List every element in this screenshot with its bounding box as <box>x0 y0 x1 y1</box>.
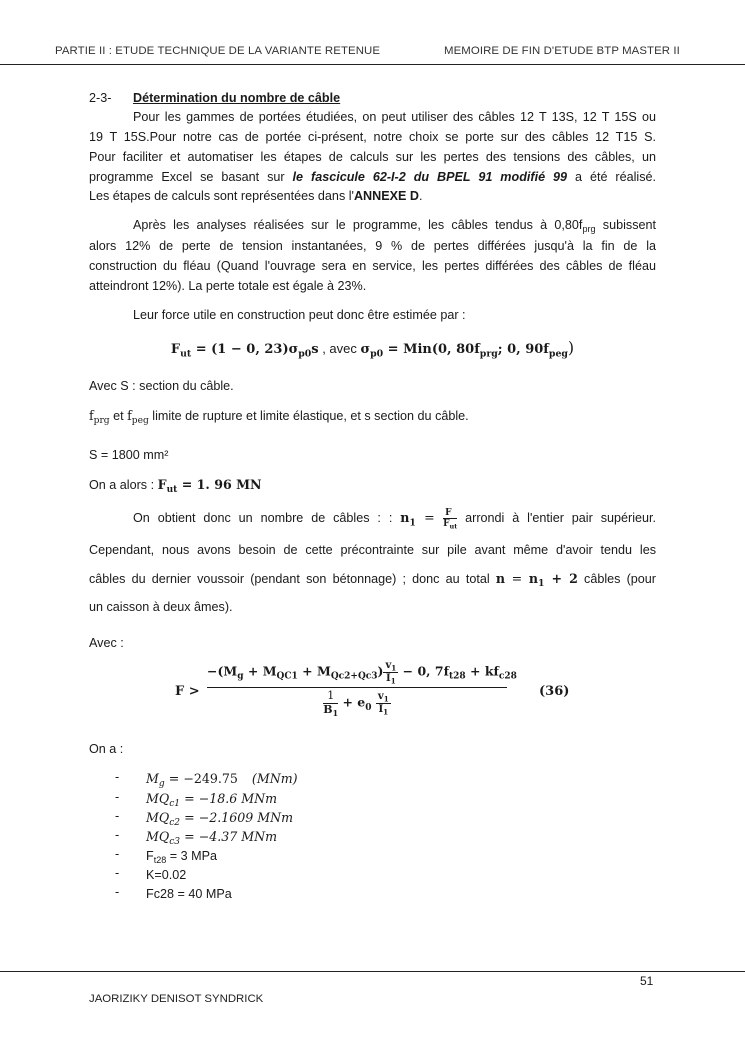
eq36-b: B <box>323 702 333 716</box>
list-unit: (MNm) <box>251 771 298 786</box>
on-a-alors-text: On a alors : <box>89 478 155 492</box>
n1-eq: = <box>415 510 444 526</box>
p2-line-3: construction du fléau (Quand l'ouvrage sera en service, les pertes différées des câbles de fléau <box>89 259 656 273</box>
eq36-v1sub: 1 <box>391 663 397 673</box>
equation-36 <box>175 660 656 732</box>
list-bullet: - <box>115 828 120 842</box>
fpeg-sub: peg <box>131 416 149 427</box>
fprg-line <box>89 407 656 425</box>
list-sub: g <box>158 779 165 790</box>
p2-line-1 <box>89 216 656 234</box>
cependant-text-b: câbles (pour <box>577 572 656 586</box>
list-var: F <box>146 849 154 863</box>
p1-line-4-c: a été réalisé. <box>575 170 657 184</box>
eq36-label: (36) <box>539 684 570 699</box>
cependant-line-3: un caisson à deux âmes). <box>89 600 233 614</box>
header-rule <box>0 64 745 65</box>
p2-line-1-sub: prg <box>582 224 596 235</box>
eq1-prg: prg <box>479 348 498 360</box>
fprg-f: f <box>89 408 94 423</box>
list-sub: t28 <box>153 855 167 866</box>
eq36-one: 1 <box>323 690 338 704</box>
header-left: PARTIE II : ETUDE TECHNIQUE DE LA VARIANTE RETENUE <box>55 45 381 57</box>
p1-line-5-c: . <box>419 189 423 203</box>
eq36-bsub: 1 <box>332 708 339 718</box>
eq1-lhs: F <box>170 342 181 357</box>
list-val: = −4.37 MNm <box>180 829 278 844</box>
list-sub: c3 <box>169 837 181 848</box>
eq36-v1: v <box>385 660 392 671</box>
list-var: M <box>146 771 159 786</box>
n1-sub-2: 1 <box>538 578 545 590</box>
eq36-den-v1sub: 1 <box>383 694 389 704</box>
n-var: n <box>495 571 505 586</box>
eq36-esub: 0 <box>365 702 372 713</box>
plus-two: + 2 <box>544 571 578 586</box>
eq36-qc23: Qc2+Qc3 <box>330 671 378 682</box>
p1-line-4-a: programme Excel se basant sur <box>89 170 285 184</box>
eq36-i1sub: 1 <box>390 676 396 686</box>
list-sub: c1 <box>169 799 181 810</box>
list-bullet: - <box>115 809 120 823</box>
p1-line-2: 19 T 15S.Pour notre cas de portée ci-présent, notre choix se porte sur des câbles 12 T15 S. <box>89 130 656 144</box>
eq36-minus: − 0, 7f <box>398 663 449 679</box>
section-title: Détermination du nombre de câble <box>133 91 341 105</box>
fut-value: = 1. 96 MN <box>177 477 262 492</box>
fut-lhs: F <box>157 477 167 492</box>
fprg-et: et <box>109 409 128 423</box>
cependant-line-1: Cependant, nous avons besoin de cette précontrainte sur pile avant même d'avoir tendu les <box>89 543 656 557</box>
eq36-lhs: F > <box>175 684 200 699</box>
list-val: = −2.1609 MNm <box>180 810 294 825</box>
annexe-reference: ANNEXE D <box>353 189 420 203</box>
n1-fraction <box>443 508 457 530</box>
section-number: 2-3- <box>89 91 112 105</box>
avec-s-line: Avec S : section du câble. <box>89 379 234 393</box>
n1-var: n <box>400 510 410 526</box>
eq36-close: ) <box>377 663 384 679</box>
p2-line-2: alors 12% de perte de tension instantanées, 9 % de pertes différées jusqu'à la fin de la <box>89 239 656 253</box>
eq36-den-i1sub: 1 <box>383 707 389 717</box>
list-bullet: - <box>115 790 120 804</box>
eq1-peg: peg <box>548 348 568 360</box>
on-a-line: On a : <box>89 742 124 756</box>
eq1-sigma: σ <box>360 342 371 357</box>
n1-text-b: arrondi à l'entier pair supérieur. <box>465 511 657 526</box>
list-var: MQ <box>146 791 170 806</box>
eq36-plus2: + M <box>297 663 331 679</box>
list-val: = −18.6 MNm <box>180 791 278 806</box>
n1-text-a: On obtient donc un nombre de câbles : : <box>133 511 393 526</box>
eq36-num-a: −(M <box>207 663 238 679</box>
n1-num: F <box>443 508 457 519</box>
p2-line-1-a: Après les analyses réalisées sur le programme, les câbles tendus à 0,80f <box>133 218 583 232</box>
eq36-den-v-over-i <box>376 691 391 715</box>
list-val: = 3 MPa <box>166 849 218 863</box>
eq1-close: ) <box>567 338 575 357</box>
list-bullet: - <box>115 866 120 880</box>
fpeg-f: f <box>127 408 132 423</box>
list-var: K=0.02 <box>146 868 187 882</box>
eq36-den-v1: v <box>377 691 384 703</box>
eq36-plus3: + kf <box>465 663 499 679</box>
eq36-one-over-b <box>323 690 338 716</box>
footer-author: JAORIZIKY DENISOT SYNDRICK <box>89 993 264 1005</box>
eq1-min: = Min(0, 80f <box>383 342 480 357</box>
eq1-rhs-end: s <box>311 342 319 357</box>
p2-line-4: atteindront 12%). La perte totale est égale à 23%. <box>89 279 367 293</box>
list-sub: c2 <box>169 818 181 829</box>
eq36-qc1: QC1 <box>276 671 298 682</box>
eq1-rhs: = (1 − 0, 23)σ <box>191 342 299 357</box>
eq36-plus1: + M <box>243 663 277 679</box>
list-var: MQ <box>146 810 170 825</box>
fprg-text: limite de rupture et limite élastique, et s section du câble. <box>148 409 469 423</box>
eq1-sep: ; 0, 90f <box>497 342 549 357</box>
p1-line-5-a: Les étapes de calculs sont représentées dans l' <box>89 189 354 203</box>
eq1-rhs-sub: p0 <box>298 348 312 360</box>
fprg-sub: prg <box>93 416 110 427</box>
n1-line <box>89 508 656 530</box>
list-bullet: - <box>115 847 120 861</box>
eq1-sigma-sub: p0 <box>370 348 384 360</box>
bpel-reference: le fascicule 62-I-2 du BPEL 91 modifié 99 <box>292 170 568 184</box>
p1-line-4 <box>89 168 656 186</box>
avec-line: Avec : <box>89 636 124 650</box>
n1-den <box>443 519 457 529</box>
eq36-den-plus: + e <box>338 694 366 710</box>
list-bullet: - <box>115 770 120 784</box>
n-eq: = <box>505 571 529 586</box>
eq36-fraction <box>207 660 517 718</box>
header-right: MEMOIRE DE FIN D'ETUDE BTP MASTER II <box>444 45 680 57</box>
s-value-line: S = 1800 mm² <box>89 448 169 462</box>
p1-line-1: Pour les gammes de portées étudiées, on peut utiliser des câbles 12 T 13S, 12 T 15S ou <box>133 110 656 124</box>
eq36-numerator <box>207 660 517 688</box>
list-var: MQ <box>146 829 170 844</box>
list-bullet: - <box>115 885 120 899</box>
n1-sub: 1 <box>409 517 416 529</box>
p1-line-3: Pour faciliter et automatiser les étapes de calculs sur les pertes des tensions des câbles, un <box>89 150 656 164</box>
p2-line-1-b: subissent <box>595 218 657 232</box>
n1-var-2: n <box>528 571 539 586</box>
cependant-line-2 <box>89 570 656 588</box>
p3-line: Leur force utile en construction peut donc être estimée par : <box>133 308 466 322</box>
eq36-denominator <box>207 688 507 716</box>
list-val: = −249.75 <box>164 771 238 786</box>
list-var: Fc28 = 40 MPa <box>146 887 232 901</box>
eq36-i1: I <box>386 672 391 684</box>
eq36-v-over-i <box>383 660 398 684</box>
p1-line-5 <box>89 187 656 205</box>
equation-fut <box>89 339 656 359</box>
cependant-text-a: câbles du dernier voussoir (pendant son bétonnage) ; donc au total <box>89 572 490 586</box>
section-heading <box>89 89 656 107</box>
fut-sub: ut <box>166 484 178 496</box>
eq36-c28: c28 <box>498 671 517 682</box>
footer-rule <box>0 971 745 972</box>
n1-den-sub: ut <box>449 522 458 531</box>
eq36-den-i1: I <box>378 703 384 715</box>
eq1-mid: , avec <box>318 341 361 356</box>
eq36-t28: t28 <box>448 671 466 682</box>
page-number: 51 <box>640 974 654 988</box>
on-a-alors-line <box>89 476 656 494</box>
eq36-g: g <box>237 671 244 682</box>
n1-den-f: F <box>443 519 450 530</box>
eq1-lhs-sub: ut <box>180 348 192 360</box>
